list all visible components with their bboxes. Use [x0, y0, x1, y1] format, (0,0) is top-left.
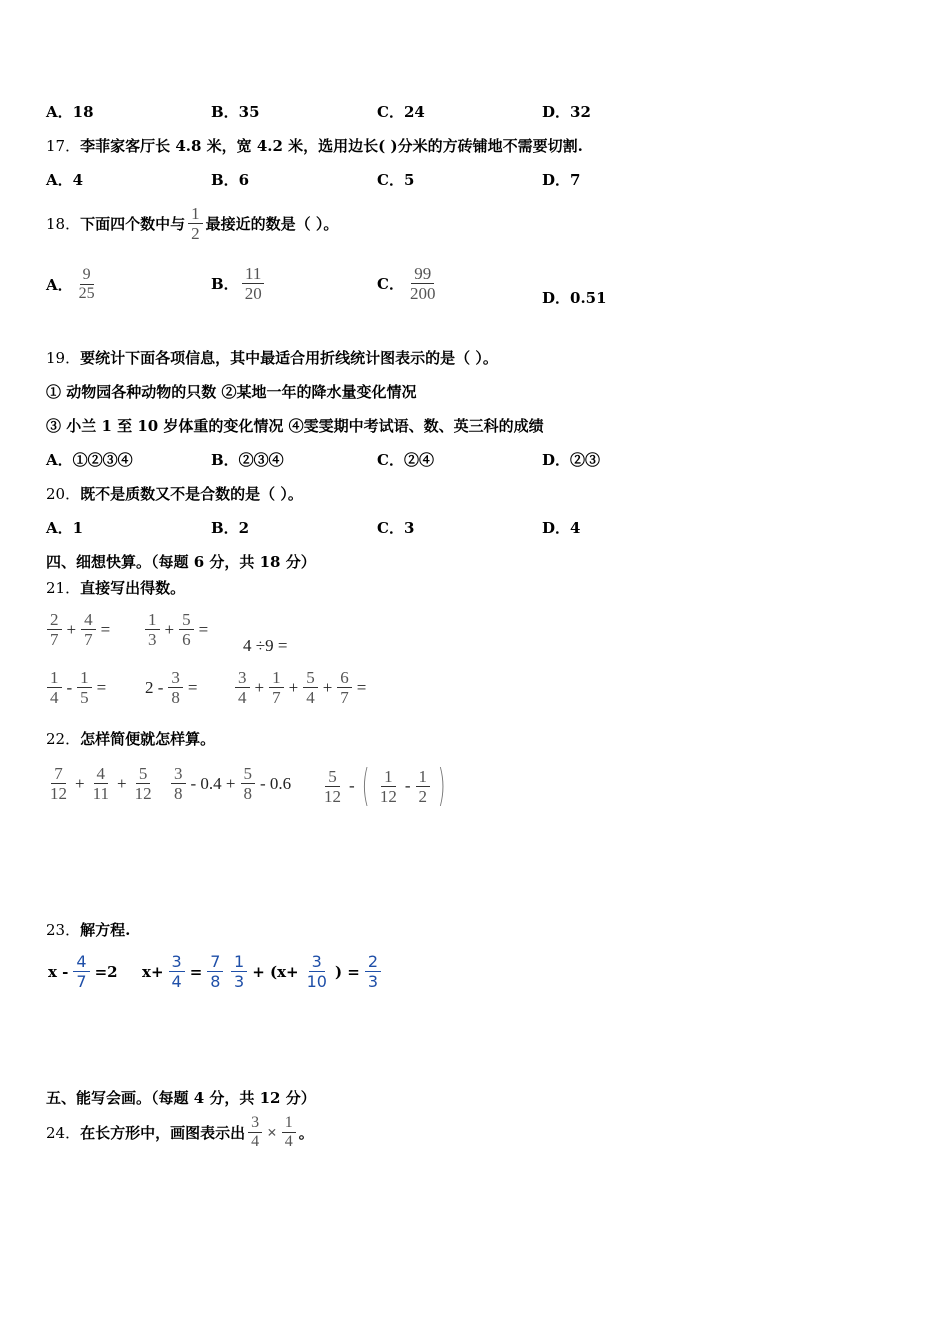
q17-question: [46, 136, 583, 156]
q18-option-b-den: 20: [244, 284, 262, 303]
q23-number: 23．: [46, 921, 81, 939]
q18-option-c-fraction: [407, 264, 439, 303]
q24-b-den: 4: [284, 1133, 293, 1150]
q24-b-num: 1: [282, 1114, 296, 1133]
q20-option-d: D．4: [542, 519, 581, 537]
q23-e2-a-num: 3: [169, 952, 185, 972]
q18-option-a: [46, 266, 101, 303]
q24-frac-b: [282, 1114, 296, 1151]
q18-option-c-label: C．: [377, 274, 404, 293]
q22-e2-a-den: 8: [174, 784, 183, 803]
q18-frac-num: 1: [188, 204, 203, 224]
q22-e3-b-den: 12: [379, 786, 397, 806]
q19-option-c: C．②④: [377, 451, 434, 469]
q23-e3-a-num: 1: [231, 952, 247, 972]
q21-e6-a-num: 3: [235, 668, 250, 688]
q21-e2-eq: =: [198, 619, 209, 639]
q21-e6-a: [235, 668, 250, 707]
q21-e5-b-num: 3: [168, 668, 183, 688]
q23-e3-b: [304, 952, 330, 991]
q17-text: 李菲家客厅长 4.8 米，宽 4.2 米，选用边长( )分米的方砖铺地不需要切割.: [80, 137, 583, 155]
right-paren-icon: ): [437, 760, 446, 811]
q23-e1-a: [73, 952, 89, 991]
q21-e6-b-num: 1: [269, 668, 284, 688]
q21-e6-eq: =: [356, 677, 367, 697]
q22-e2-b-den: 8: [243, 784, 252, 803]
q21-e5-eq: =: [187, 677, 198, 697]
q21-e2-op: +: [164, 619, 175, 639]
q21-e1-op: +: [66, 619, 77, 639]
q23-e1-a-num: 4: [73, 952, 89, 972]
q22-e3-b-num: 1: [381, 767, 396, 787]
q22-e3-a-den: 12: [324, 786, 341, 806]
q24-a-den: 4: [251, 1133, 260, 1150]
q18-question: [46, 204, 338, 243]
q18-number: 18．: [46, 214, 81, 233]
section-4-title: 四、细想快算。（每题 6 分，共 18 分）: [46, 553, 316, 571]
q21-e6-d-den: 7: [340, 688, 349, 707]
q22-e3-c: [416, 767, 431, 806]
q24-text-before: 在长方形中，画图表示出: [80, 1123, 246, 1142]
q21-e2-a-den: 3: [148, 630, 157, 649]
q23-e1-tail: =2: [94, 962, 118, 981]
q23-e1-lead: x -: [48, 962, 69, 981]
q18-option-d: [542, 288, 607, 308]
q22-e3-op-1: -: [349, 776, 355, 795]
q21-text: 直接写出得数。: [80, 579, 186, 597]
q17-option-a: A．4: [46, 171, 84, 189]
q19-option-d: D．②③: [542, 451, 601, 469]
q19-line-2: ③ 小兰 1 至 10 岁体重的变化情况 ④雯雯期中考试语、数、英三科的成绩: [46, 417, 544, 435]
q21-e4-op: -: [66, 677, 73, 697]
q21-e6-b-den: 7: [272, 688, 281, 707]
q16-option-b: B．35: [211, 103, 260, 121]
q23-question: [46, 920, 130, 940]
q22-e1-op-2: +: [116, 773, 127, 793]
q22-expr-1: [44, 764, 158, 803]
q22-e1-c-num: 5: [136, 764, 151, 784]
q18-option-d-label: D．: [542, 289, 571, 307]
q21-e1-a: [47, 610, 62, 649]
q22-e3-op-2: -: [404, 776, 411, 795]
q16-option-d: D．32: [542, 103, 591, 121]
q18-option-a-num: 9: [80, 266, 94, 285]
q22-e2-a: [171, 764, 186, 803]
q21-expr-1: [44, 610, 112, 649]
q18-option-c: [377, 264, 441, 303]
q20-number: 20．: [46, 485, 81, 503]
q18-fraction: [188, 204, 203, 243]
q21-e1-b: [81, 610, 96, 649]
q19-text: 要统计下面各项信息，其中最适合用折线统计图表示的是（ ）。: [80, 349, 498, 367]
q23-equation-2: [140, 952, 226, 991]
q16-option-c: C．24: [377, 103, 425, 121]
q22-e1-b-den: 11: [92, 784, 109, 803]
q21-e2-a: [145, 610, 160, 649]
q18-option-c-den: 200: [409, 284, 436, 303]
q19-number: 19．: [46, 349, 81, 367]
q17-option-c: C．5: [377, 171, 415, 189]
q21-e4-b-den: 5: [80, 688, 89, 707]
section-5-title: 五、能写会画。（每题 4 分，共 12 分）: [46, 1089, 316, 1107]
q19-question: [46, 348, 498, 368]
q23-e3-a: [231, 952, 247, 991]
q22-e1-c-den: 12: [134, 784, 152, 803]
q16-option-a: A．18: [46, 103, 94, 121]
q20-option-b: B．2: [211, 519, 250, 537]
q18-option-a-fraction: [76, 266, 98, 303]
q23-e2-b: [207, 952, 223, 991]
q21-e4-b-num: 1: [77, 668, 92, 688]
q23-e2-lead: x+: [142, 962, 164, 981]
q21-e6-c-den: 4: [306, 688, 315, 707]
q21-e4-eq: =: [96, 677, 107, 697]
q24-text-after: 。: [298, 1123, 314, 1142]
q21-e1-a-num: 2: [47, 610, 62, 630]
q21-expr-2: [142, 610, 210, 649]
q22-e3-b: [377, 767, 400, 806]
q22-e3-a-num: 5: [325, 767, 340, 787]
q21-e5-b: [168, 668, 183, 707]
q22-e3-a: [321, 767, 344, 806]
times-icon: ×: [267, 1122, 277, 1142]
q23-e3-mid: + (x+: [252, 962, 299, 981]
q21-e6-a-den: 4: [238, 688, 247, 707]
q22-e2-b-num: 5: [241, 764, 256, 784]
q19-line-1: ① 动物园各种动物的只数 ②某地一年的降水量变化情况: [46, 383, 417, 401]
q21-e6-c: [303, 668, 318, 707]
q21-expr-4: [44, 668, 108, 707]
q23-equation-1: [46, 952, 120, 991]
q23-e2-b-num: 7: [207, 952, 223, 972]
q22-e3-c-num: 1: [416, 767, 431, 787]
q17-option-b: B．6: [211, 171, 250, 189]
q22-e1-b: [90, 764, 112, 803]
q22-expr-3: [318, 760, 450, 811]
q21-e6-d-num: 6: [337, 668, 352, 688]
q23-e3-c-num: 2: [365, 952, 381, 972]
q24-number: 24．: [46, 1123, 81, 1142]
q18-option-d-value: 0.51: [570, 289, 607, 307]
q18-option-a-label: A．: [46, 275, 73, 294]
q18-text-before: 下面四个数中与: [80, 214, 186, 233]
q24-a-num: 3: [248, 1114, 262, 1133]
q21-e6-d: [337, 668, 352, 707]
q22-e1-b-num: 4: [94, 764, 109, 784]
q21-e5-lead: 2 -: [145, 677, 164, 697]
q24-question: [46, 1114, 314, 1151]
q23-e3-b-den: 10: [306, 972, 327, 991]
q23-e3-c: [365, 952, 381, 991]
q22-e1-a: [47, 764, 70, 803]
q21-e1-b-den: 7: [84, 630, 93, 649]
q21-e6-op-3: +: [322, 677, 333, 697]
q23-e3-mid-2: ) =: [334, 962, 360, 981]
q21-expr-6: [232, 668, 368, 707]
q22-e2-text-1: - 0.4 +: [190, 773, 236, 793]
q23-equation-3: [228, 952, 384, 991]
q22-e1-a-den: 12: [50, 784, 67, 803]
q22-number: 22．: [46, 730, 81, 748]
q22-e1-c: [132, 764, 155, 803]
q19-option-b: B．②③④: [211, 451, 284, 469]
q21-e2-b-num: 5: [179, 610, 194, 630]
q23-text: 解方程.: [80, 921, 131, 939]
q21-e1-eq: =: [100, 619, 111, 639]
q23-e2-a: [169, 952, 185, 991]
q21-e1-b-num: 4: [81, 610, 96, 630]
q17-number: 17．: [46, 137, 81, 155]
q19-option-a: A．①②③④: [46, 451, 133, 469]
q18-option-b: [211, 264, 268, 303]
q23-e2-mid: =: [189, 962, 203, 981]
q21-e2-b-den: 6: [182, 630, 191, 649]
q22-e2-text-2: - 0.6: [260, 773, 292, 793]
q21-e2-b: [179, 610, 194, 649]
q18-option-b-fraction: [242, 264, 265, 303]
q23-e3-b-num: 3: [309, 952, 325, 972]
q21-e4-a: [47, 668, 62, 707]
q18-option-a-den: 25: [78, 285, 95, 302]
q21-number: 21．: [46, 579, 81, 597]
q18-text-after: 最接近的数是（ ）。: [205, 214, 339, 233]
q22-question: [46, 729, 215, 749]
q21-e5-b-den: 8: [171, 688, 180, 707]
q21-e4-a-num: 1: [47, 668, 62, 688]
q20-question: [46, 484, 303, 504]
q23-e2-b-den: 8: [210, 972, 221, 991]
q23-e3-c-den: 3: [367, 972, 379, 991]
q20-option-c: C．3: [377, 519, 415, 537]
q22-expr-2: [168, 764, 293, 803]
q21-e1-a-den: 7: [50, 630, 59, 649]
q21-e6-b: [269, 668, 284, 707]
q21-e6-op-2: +: [288, 677, 299, 697]
q23-e1-a-den: 7: [76, 972, 87, 991]
q20-option-a: A．1: [46, 519, 84, 537]
q23-e3-a-den: 3: [234, 972, 245, 991]
left-paren-icon: (: [361, 760, 370, 811]
q18-frac-den: 2: [191, 224, 200, 243]
q21-expr-3: 4 ÷9 =: [243, 636, 288, 655]
q17-option-d: D．7: [542, 171, 581, 189]
q21-e4-b: [77, 668, 92, 707]
q22-e1-op-1: +: [75, 773, 85, 793]
q18-option-c-num: 99: [411, 264, 434, 284]
q18-option-b-label: B．: [211, 274, 239, 293]
q22-e3-c-den: 2: [418, 786, 428, 806]
q21-question: [46, 578, 185, 598]
q21-e4-a-den: 4: [50, 688, 59, 707]
q22-e1-a-num: 7: [51, 764, 66, 784]
q21-e2-a-num: 1: [145, 610, 160, 630]
q20-text: 既不是质数又不是合数的是（ ）。: [80, 485, 303, 503]
q21-e6-op-1: +: [254, 677, 265, 697]
q23-e2-a-den: 4: [171, 972, 182, 991]
q24-frac-a: [248, 1114, 262, 1151]
q18-option-b-num: 11: [242, 264, 264, 284]
q21-expr-5: [143, 668, 200, 707]
q22-text: 怎样简便就怎样算。: [80, 730, 216, 748]
q22-e2-b: [241, 764, 256, 803]
q22-e2-a-num: 3: [171, 764, 186, 784]
q21-e6-c-num: 5: [303, 668, 318, 688]
